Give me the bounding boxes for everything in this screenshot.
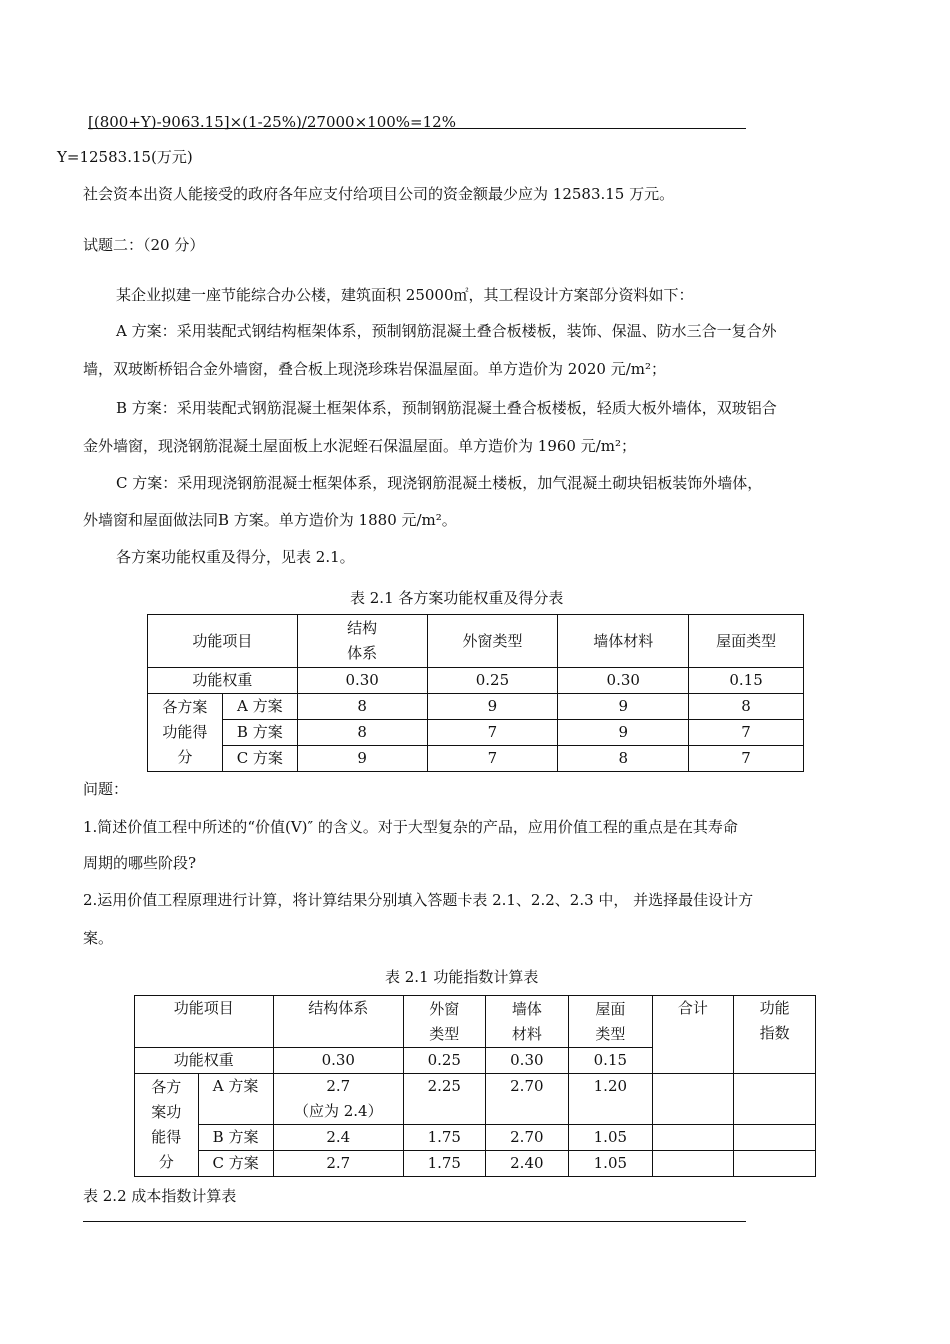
cell: 2.70 — [485, 1125, 569, 1151]
cell: 8 — [297, 720, 427, 746]
cell — [652, 1125, 734, 1151]
table-row — [148, 694, 804, 720]
row-label: A 方案 — [222, 694, 297, 720]
weight-label: 功能权重 — [135, 1048, 274, 1074]
header-wall: 墙体材料 — [558, 615, 689, 668]
cell — [734, 1125, 816, 1151]
row-label: B 方案 — [222, 720, 297, 746]
cell: 0.30 — [297, 668, 427, 694]
cell: 0.30 — [273, 1048, 403, 1074]
intro-text: 某企业拟建一座节能综合办公楼，建筑面积 25000㎡，其工程设计方案部分资料如下： — [116, 286, 694, 304]
cell: 9 — [558, 694, 689, 720]
question-2-line2: 案。 — [83, 929, 114, 947]
table-row — [148, 746, 804, 772]
function-index-table — [134, 995, 816, 1177]
cell: 0.15 — [569, 1048, 653, 1074]
cell — [734, 1074, 816, 1125]
group-label: 各方 案功 能得 分 — [135, 1074, 199, 1177]
plan-a-line1: A 方案：采用装配式钢结构框架体系，预制钢筋混凝土叠合板楼板，装饰、保温、防水三合一复合外 — [116, 322, 777, 340]
cell: 0.30 — [485, 1048, 569, 1074]
cell: 2.7 （应为 2.4） — [273, 1074, 403, 1125]
cell: 0.25 — [403, 1048, 485, 1074]
cell: 8 — [558, 746, 689, 772]
row-label: B 方案 — [198, 1125, 273, 1151]
table3-caption: 表 2.2 成本指数计算表 — [83, 1187, 237, 1205]
cell — [652, 1151, 734, 1177]
questions-title: 问题： — [83, 780, 129, 798]
table-row — [135, 1151, 816, 1177]
group-label: 各方案 功能得 分 — [148, 694, 223, 772]
cell — [652, 1074, 734, 1125]
cell: 9 — [558, 720, 689, 746]
cell: 8 — [689, 694, 804, 720]
header-wall: 墙体 材料 — [485, 996, 569, 1048]
cell: 1.05 — [569, 1125, 653, 1151]
formula-line: [(800+Y)-9063.15]×(1-25%)/27000×100%=12% — [88, 113, 456, 131]
question-1-line2: 周期的哪些阶段? — [83, 854, 197, 872]
plan-a-line2: 墙，双玻断桥铝合金外墙窗，叠合板上现浇珍珠岩保温屋面。单方造价为 2020 元/m²； — [83, 360, 667, 378]
cell: 1.75 — [403, 1125, 485, 1151]
cell: 9 — [427, 694, 558, 720]
cell: 7 — [427, 746, 558, 772]
cell: 1.20 — [569, 1074, 653, 1125]
cell: 7 — [689, 720, 804, 746]
table-reference: 各方案功能权重及得分，见表 2.1。 — [116, 548, 355, 566]
cell: 2.40 — [485, 1151, 569, 1177]
cell: 7 — [427, 720, 558, 746]
cell: 2.70 — [485, 1074, 569, 1125]
cell: 9 — [297, 746, 427, 772]
header-roof: 屋面 类型 — [569, 996, 653, 1048]
header-structure: 结构 体系 — [297, 615, 427, 668]
question-1-line1: 1.简述价值工程中所述的“价值(V)″ 的含义。对于大型复杂的产品，应用价值工程的重点是在其寿命 — [83, 818, 738, 836]
y-result: Y=12583.15(万元) — [57, 148, 193, 166]
cell: 2.4 — [273, 1125, 403, 1151]
cell: 7 — [689, 746, 804, 772]
divider-top — [88, 128, 746, 129]
question-2-line1: 2.运用价值工程原理进行计算，将计算结果分别填入答题卡表 2.1、2.2、2.3 中， 并选择最佳设计方 — [83, 891, 754, 909]
header-window: 外窗 类型 — [403, 996, 485, 1048]
header-function-index: 功能 指数 — [734, 996, 816, 1074]
weight-label: 功能权重 — [148, 668, 298, 694]
plan-b-line1: B 方案：采用装配式钢筋混凝土框架体系，预制钢筋混凝土叠合板楼板，轻质大板外墙体，双玻铝合 — [116, 399, 777, 417]
cell: 1.75 — [403, 1151, 485, 1177]
header-total: 合计 — [652, 996, 734, 1074]
header-function-item: 功能项目 — [135, 996, 274, 1048]
row-label: A 方案 — [198, 1074, 273, 1125]
cell: 2.25 — [403, 1074, 485, 1125]
table2-caption: 表 2.1 功能指数计算表 — [385, 968, 539, 986]
plan-b-line2: 金外墙窗，现浇钢筋混凝土屋面板上水泥蛭石保温屋面。单方造价为 1960 元/m²； — [83, 437, 637, 455]
scores-table — [147, 614, 804, 772]
plan-c-line1: C 方案：采用现浇钢筋混凝士框架体系，现浇钢筋混凝土楼板，加气混凝土砌块铝板装饰外墙体， — [116, 474, 763, 492]
cell: 0.25 — [427, 668, 558, 694]
cell — [734, 1151, 816, 1177]
conclusion-text: 社会资本出资人能接受的政府各年应支付给项目公司的资金额最少应为 12583.15 万元。 — [83, 185, 675, 203]
table-row — [135, 1074, 816, 1125]
cell: 0.30 — [558, 668, 689, 694]
header-roof: 屋面类型 — [689, 615, 804, 668]
table-row — [135, 1125, 816, 1151]
cell: 2.7 — [273, 1151, 403, 1177]
cell: 8 — [297, 694, 427, 720]
table1-caption: 表 2.1 各方案功能权重及得分表 — [350, 589, 564, 607]
divider-bottom — [83, 1221, 746, 1222]
table-row — [148, 720, 804, 746]
row-label: C 方案 — [222, 746, 297, 772]
table-row — [148, 668, 804, 694]
header-structure: 结构体系 — [273, 996, 403, 1048]
header-window: 外窗类型 — [427, 615, 558, 668]
plan-c-line2: 外墙窗和屋面做法同B 方案。单方造价为 1880 元/m²。 — [83, 511, 457, 529]
header-function-item: 功能项目 — [148, 615, 298, 668]
cell: 0.15 — [689, 668, 804, 694]
section-title: 试题二：（20 分） — [83, 236, 205, 254]
row-label: C 方案 — [198, 1151, 273, 1177]
cell: 1.05 — [569, 1151, 653, 1177]
